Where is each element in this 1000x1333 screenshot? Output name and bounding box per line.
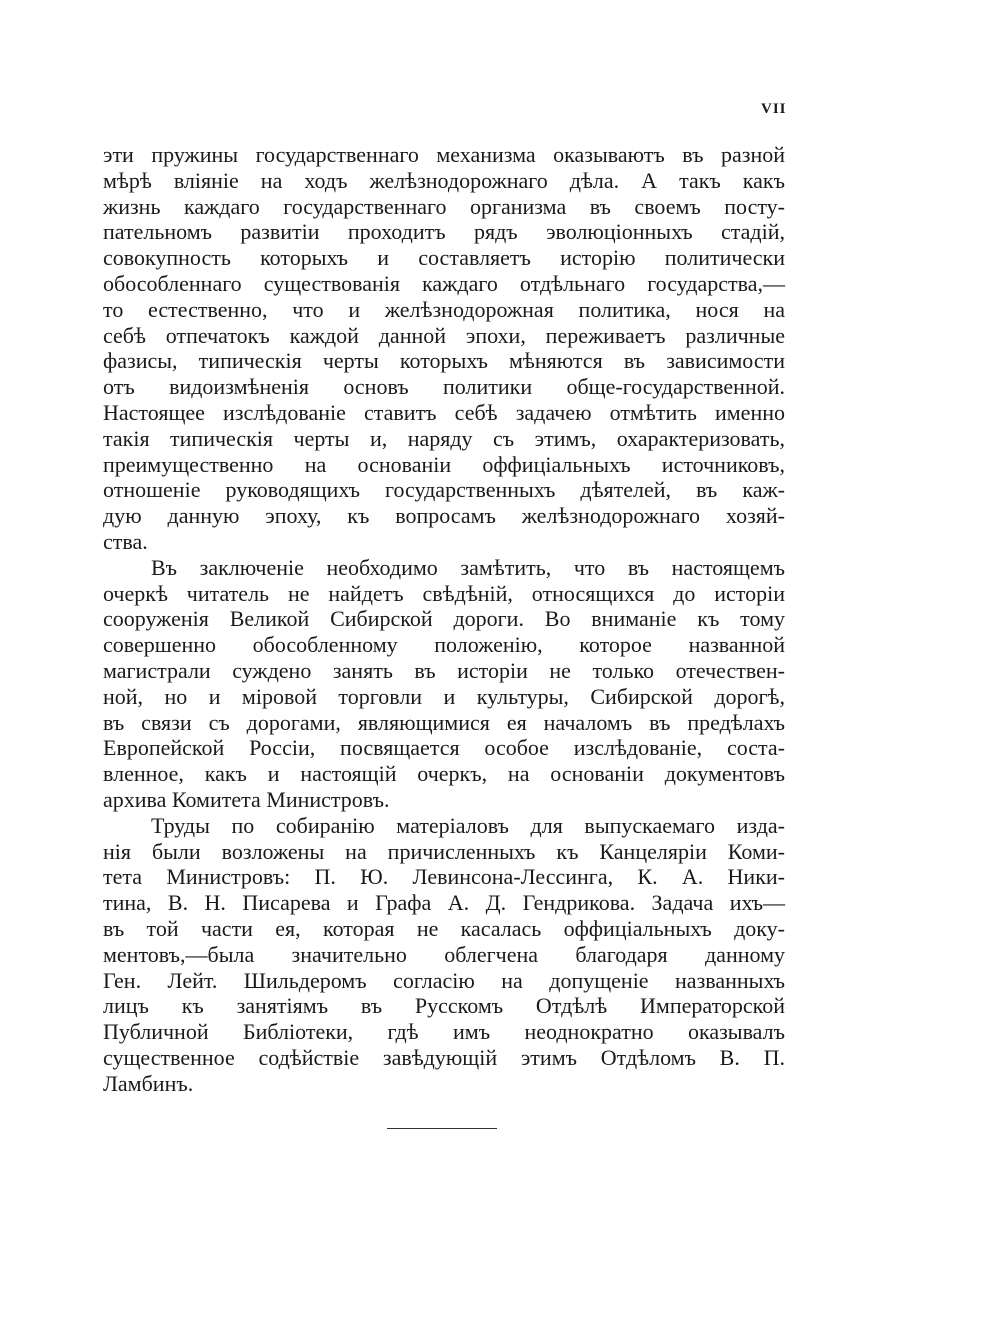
text-line: ства.	[103, 528, 148, 554]
text-line: такія типическія черты и, наряду съ этимъ, охарактеризовать,	[103, 425, 785, 451]
text-line: мѣрѣ вліяніе на ходъ желѣзнодорожнаго дѣла. А такъ какъ	[103, 167, 785, 193]
body-text	[103, 142, 785, 1096]
text-line: обособленнаго существованія каждаго отдѣльнаго государства,—	[103, 270, 785, 296]
text-line: тина, В. Н. Писарева и Графа А. Д. Гендрикова. Задача ихъ—	[103, 890, 785, 916]
text-line: преимущественно на основаніи оффиціальныхъ источниковъ,	[103, 451, 785, 477]
text-line: себѣ отпечатокъ каждой данной эпохи, переживаетъ различные	[103, 322, 785, 348]
text-line: фазисы, типическія черты которыхъ мѣняются въ зависимости	[103, 348, 785, 374]
page-number: VII	[761, 101, 787, 117]
text-line: жизнь каждаго государственнаго организма въ своемъ посту-	[103, 193, 785, 219]
text-line: Европейской Россіи, посвящается особое изслѣдованіе, соста-	[103, 735, 785, 761]
text-line: Въ заключеніе необходимо замѣтить, что въ настоящемъ	[151, 554, 785, 580]
text-line: Публичной Библіотеки, гдѣ имъ неоднократно оказывалъ	[103, 1019, 785, 1045]
text-line: Ген. Лейт. Шильдеромъ согласію на допущеніе названныхъ	[103, 967, 785, 993]
text-line: въ связи съ дорогами, являющимися ея началомъ въ предѣлахъ	[103, 709, 785, 735]
text-line: тета Министровъ: П. Ю. Левинсона-Лессинга, К. А. Ники-	[103, 864, 785, 890]
text-line: то естественно, что и желѣзнодорожная политика, нося на	[103, 296, 785, 322]
paragraph	[103, 555, 785, 813]
text-line: лицъ къ занятіямъ въ Русскомъ Отдѣлѣ Императорской	[103, 993, 785, 1019]
closing-rule	[387, 1128, 497, 1129]
text-line: сооруженія Великой Сибирской дороги. Во вниманіе къ тому	[103, 606, 785, 632]
text-line: вленное, какъ и настоящій очеркъ, на основаніи документовъ	[103, 761, 785, 787]
text-line: нія были возложены на причисленныхъ къ Канцеляріи Коми-	[103, 838, 785, 864]
text-line: магистрали суждено занять въ исторіи не только отечествен-	[103, 657, 785, 683]
text-line: очеркѣ читатель не найдетъ свѣдѣній, относящихся до исторіи	[103, 580, 785, 606]
text-line: Труды по собиранію матеріаловъ для выпускаемаго изда-	[151, 812, 785, 838]
text-line: отношеніе руководящихъ государственныхъ дѣятелей, въ каж-	[103, 477, 785, 503]
paragraph	[103, 142, 785, 555]
text-line: въ той части ея, которая не касалась оффиціальныхъ доку-	[103, 915, 785, 941]
text-line: архива Комитета Министровъ.	[103, 786, 390, 812]
text-line: дую данную эпоху, къ вопросамъ желѣзнодорожнаго хозяй-	[103, 503, 785, 529]
text-line: совокупность которыхъ и составляетъ исторію политически	[103, 245, 785, 271]
text-line: Ламбинъ.	[103, 1070, 194, 1096]
text-line: Настоящее изслѣдованіе ставитъ себѣ задачею отмѣтить именно	[103, 399, 785, 425]
text-line: совершенно обособленному положенію, которое названной	[103, 632, 785, 658]
text-line: ментовъ,—была значительно облегчена благодаря данному	[103, 941, 785, 967]
text-line: существенное содѣйствіе завѣдующій этимъ Отдѣломъ В. П.	[103, 1044, 785, 1070]
text-line: ной, но и міровой торговли и культуры, Сибирской дорогѣ,	[103, 683, 785, 709]
paragraph	[103, 813, 785, 1097]
text-line: отъ видоизмѣненія основъ политики обще-государственной.	[103, 374, 785, 400]
text-line: пательномъ развитіи проходитъ рядъ эволюціонныхъ стадій,	[103, 219, 785, 245]
text-line: эти пружины государственнаго механизма оказываютъ въ разной	[103, 142, 785, 167]
